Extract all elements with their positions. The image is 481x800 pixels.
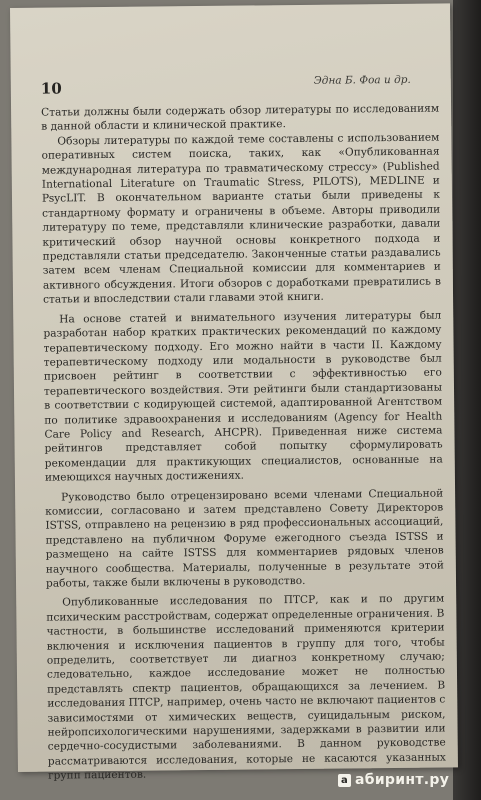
watermark [338,772,449,788]
paragraph: Обзоры литературы по каждой теме составлены с использованием оперативных систем поиска, таких, как «Опубликованная международная литература по травматическому стрессу» (Published International Literature on Traumatic Stress, PILOTS), MEDLINE и PsycLIT. В окончательном варианте статьи были приведены к стандартному формату и ограничены в объеме. Авторы приводили литературу по теме, представляли клинические разработки, давали критический обзор научной основы конкретного подхода и представляли статьи председателю. Законченные статьи раздавались затем всем членам Специальной комиссии для комментариев и активного обсуждения. Итоги обзоров с доработками превратились в статьи и впоследствии стали главами этой книги. [41,131,441,306]
running-head: Эдна Б. Фоа и др. [313,73,411,87]
page-number: 10 [40,79,62,98]
labirint-logo-icon: a [338,774,351,787]
body-text [41,102,446,784]
paragraph: На основе статей и внимательного изучения литературы был разработан набор кратких практических рекомендаций по каждому терапевтическому подходу. Его можно найти в части II. Каждому терапевтическому подходу или модальности в руководстве был присвоен рейтинг в соответствии с эффективностью его терапевтического воздействия. Эти рейтинги были стандартизованы в соответствии с кодирующей системой, адаптированной Агентством по политике здравоохранения и исследованиям (Agency for Health Care Policy and Research, AHCPR). Приведенная ниже система рейтингов представляет собой попытку сформулировать рекомендации для практикующих специалистов, основанные на имеющихся научных достижениях. [43,309,443,484]
paragraph: Опубликованные исследования по ПТСР, как и по другим психическим расстройствам, содержат определенные ограничения. В частности, в большинстве исследований применяются критерии включения и исключения пациентов в группу для того, чтобы определить, соответствует ли диагноз конкретному случаю; следовательно, каждое исследование может не полностью представлять спектр пациентов, обращающихся за лечением. В исследования ПТСР, например, очень часто не включают пациентов с зависимостями от химических веществ, суицидальным риском, нейропсихологическими нарушениями, задержками в развитии или сердечно-сосудистыми заболеваниями. В данном руководстве рассматриваются исследования, которые не касаются указанных групп пациентов. [46,592,446,782]
paragraph: Руководство было отрецензировано всеми членами Специальной комиссии, согласовано и затем представлено Совету Директоров ISTSS, отправлено на рецензию в ряд профессиональных ассоциаций, представлено на публичном Форуме ежегодного съезда ISTSS и размещено на сайте ISTSS для комментариев рядовых членов научного сообщества. Материалы, полученные в результате этой работы, также были включены в руководство. [45,487,444,590]
book-cover-edge [453,0,481,800]
paragraph: Статьи должны были содержать обзор литературы по исследованиям в данной области и клинической практике. [41,102,440,134]
watermark-text: абиринт.ру [355,772,450,788]
